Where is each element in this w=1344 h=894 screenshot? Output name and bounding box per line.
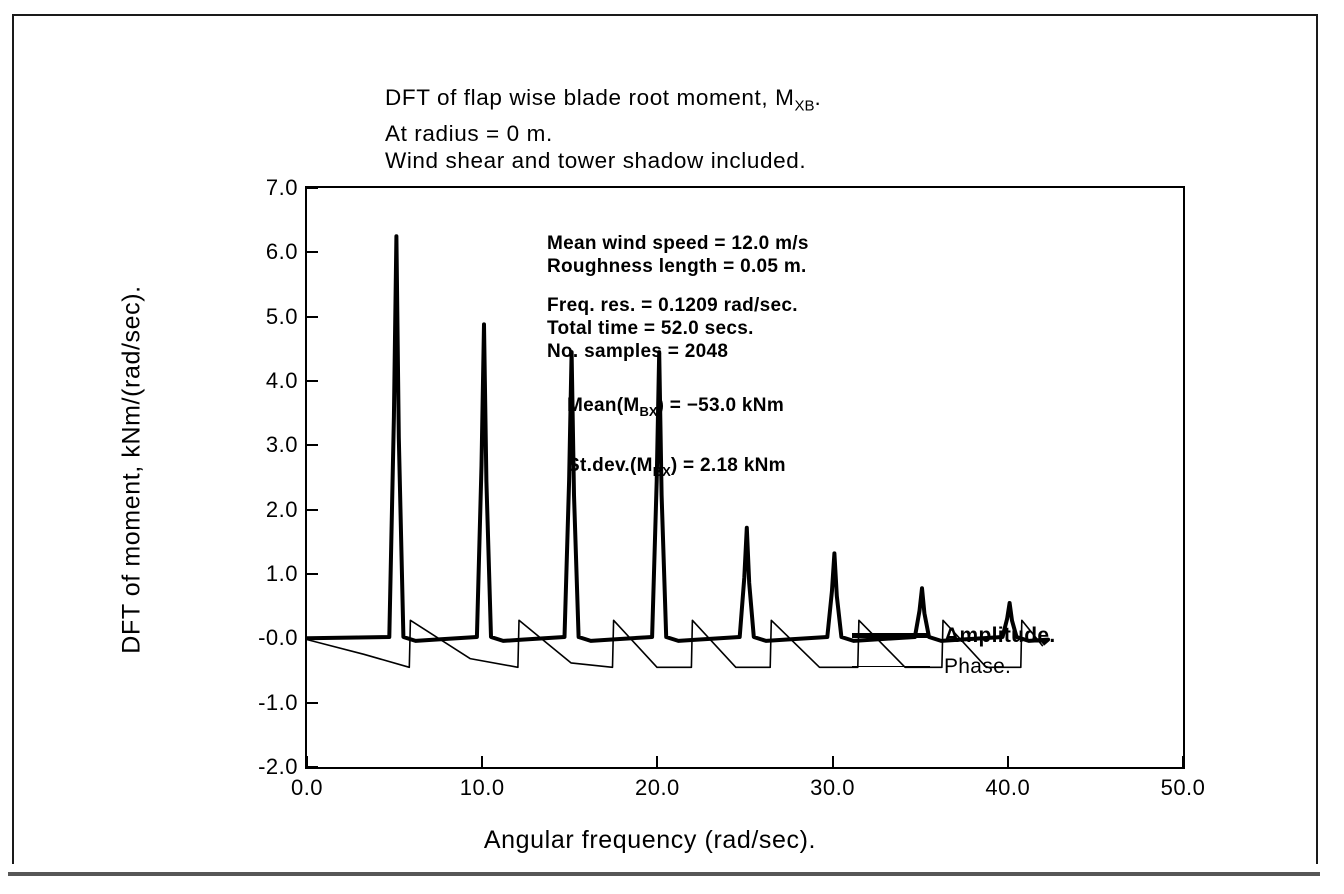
annotation-wind-speed: Mean wind speed = 12.0 m/s [547, 233, 809, 254]
annotation-conditions [547, 232, 809, 278]
plot-area [258, 175, 1206, 800]
caption-line-1-suffix: . [814, 85, 822, 110]
caption-line-2: At radius = 0 m. [385, 120, 553, 146]
legend-swatch-amplitude [852, 633, 930, 638]
y-tick-label: 7.0 [265, 175, 298, 200]
page-border-bottom [8, 872, 1320, 876]
y-tick-label: 6.0 [265, 239, 298, 265]
figure-caption [385, 84, 821, 174]
annotation-stdev-post: ) = 2.18 kNm [670, 455, 786, 476]
x-tick-label: 10.0 [459, 775, 505, 800]
annotation-mean [567, 394, 784, 423]
y-tick-label: 1.0 [265, 561, 298, 586]
legend-item-phase [852, 651, 1056, 682]
legend-label-phase: Phase. [944, 654, 1012, 678]
caption-line-1-text: DFT of flap wise blade root moment, M [385, 85, 795, 110]
chart-legend [852, 620, 1056, 682]
annotation-mean-pre: Mean(M [567, 395, 640, 416]
annotation-total-time: Total time = 52.0 secs. [547, 318, 754, 339]
annotation-stdev [567, 454, 786, 483]
annotation-stdev-sub: BX [652, 463, 671, 479]
y-tick-label: -0.0 [258, 625, 298, 651]
annotation-stdev-pre: St.dev.(M [567, 455, 653, 476]
caption-line-1-subscript: XB [794, 97, 815, 115]
annotation-no-samples: No. samples = 2048 [547, 341, 729, 362]
page-border-top [12, 14, 1318, 16]
x-tick-label: 30.0 [810, 775, 856, 800]
annotation-freq-res: Freq. res. = 0.1209 rad/sec. [547, 295, 798, 316]
legend-swatch-phase [852, 666, 930, 667]
y-tick-label: 4.0 [265, 368, 298, 393]
annotation-roughness: Roughness length = 0.05 m. [547, 256, 807, 277]
page-border-left [12, 14, 14, 864]
x-tick-label: 0.0 [290, 775, 324, 800]
y-axis-title: DFT of moment, kNm/(rad/sec). [117, 285, 146, 654]
caption-line-3: Wind shear and tower shadow included. [385, 147, 807, 173]
x-tick-label: 40.0 [985, 775, 1031, 800]
page-border-right [1316, 14, 1318, 864]
annotation-mean-post: ) = −53.0 kNm [657, 395, 785, 416]
annotation-mean-sub: BX [639, 403, 658, 419]
y-tick-label: -2.0 [258, 754, 298, 779]
y-tick-label: -1.0 [258, 689, 298, 715]
caption-line-1 [385, 84, 821, 120]
y-tick-label: 3.0 [265, 432, 298, 458]
legend-label-amplitude: Amplitude. [944, 623, 1056, 647]
x-tick-label: 20.0 [634, 775, 680, 800]
x-axis-title: Angular frequency (rad/sec). [483, 826, 817, 854]
x-tick-label: 50.0 [1160, 775, 1206, 800]
legend-item-amplitude [852, 620, 1056, 651]
annotation-dft-settings [547, 294, 798, 363]
y-tick-label: 5.0 [265, 303, 298, 329]
y-tick-label: 2.0 [265, 496, 298, 522]
